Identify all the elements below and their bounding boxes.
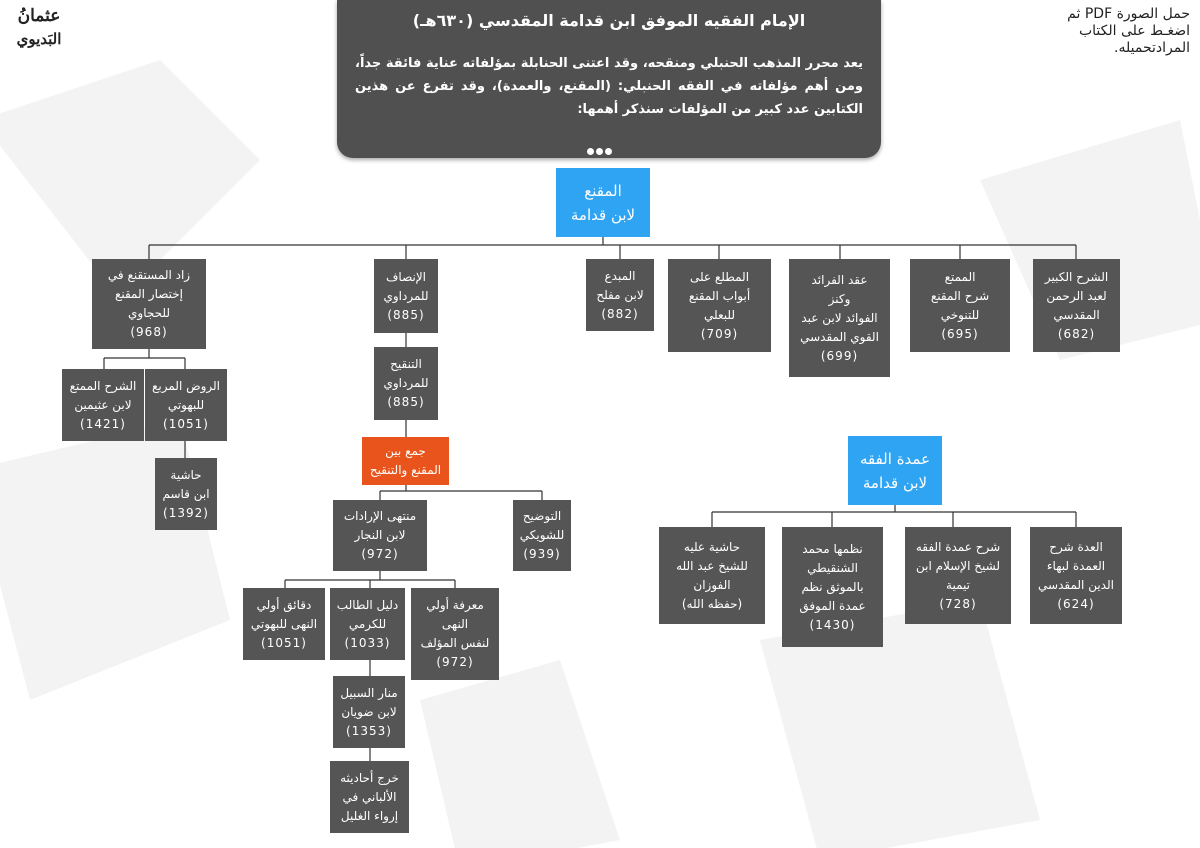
node-year: (624) <box>1057 596 1095 611</box>
book-sharh-ibn-taymiyya[interactable] <box>905 527 1011 624</box>
node-line: نظمها محمد <box>802 541 863 556</box>
book-daqaiq[interactable] <box>243 588 325 660</box>
node-line: الممتع <box>944 269 976 284</box>
node-line: لنفس المؤلف <box>420 636 490 650</box>
node-year: (972) <box>361 547 399 561</box>
node-line: عقد الفرائد <box>811 272 868 287</box>
node-year: (885) <box>387 307 425 322</box>
node-line: العدة شرح <box>1049 539 1103 554</box>
header-title: الإمام الفقيه الموفق ابن قدامة المقدسي (٦٣٠هـ) <box>412 11 806 30</box>
book-mumti[interactable] <box>910 259 1010 352</box>
dot-icon <box>587 148 594 155</box>
book-manar-sabil[interactable] <box>333 676 405 748</box>
book-hashiya-fawzan[interactable] <box>659 527 765 624</box>
node-line: المطلع على <box>689 269 750 284</box>
node-year: (709) <box>700 326 739 341</box>
book-matla[interactable] <box>668 259 771 352</box>
node-line: للكرمي <box>348 616 387 631</box>
node-line: الشرح الممتع <box>69 378 137 393</box>
node-line: شرح عمدة الفقه <box>915 539 1001 554</box>
book-irwa-ghalil[interactable] <box>330 761 409 833</box>
node-line: لشيخ الإسلام ابن <box>916 558 1000 573</box>
node-line: منار السبيل <box>340 685 398 700</box>
book-muntaha[interactable] <box>333 500 427 571</box>
node-line: الروض المربع <box>152 378 221 393</box>
node-line: جمع بين <box>385 444 426 458</box>
book-zad-mustaqni[interactable] <box>92 259 206 349</box>
node-line: منتهى الإرادات <box>343 509 417 523</box>
node-line: عمدة الموفق <box>799 598 866 613</box>
node-year: (1033) <box>344 635 391 650</box>
node-line: الشنقيطي <box>807 560 858 575</box>
node-line: بالموثق نظم <box>801 579 864 594</box>
root-muqni[interactable] <box>556 168 650 237</box>
node-year: (1051) <box>261 635 307 650</box>
node-line: إختصار المقنع <box>114 287 184 301</box>
node-line: النهى للبهوتي <box>250 616 318 631</box>
book-sharh-kabir[interactable] <box>1033 259 1120 352</box>
node-year: (699) <box>820 348 859 363</box>
node-line: الفوزان <box>693 577 731 592</box>
node-line: للبعلي <box>704 307 736 322</box>
book-tawdih[interactable] <box>513 500 571 571</box>
node-line: إرواء الغليل <box>340 808 399 823</box>
node-year: (1392) <box>163 505 209 520</box>
node-line: لابن عثيمين <box>74 397 132 412</box>
node-line: وكنز <box>828 291 851 306</box>
node-year: (939) <box>523 547 561 561</box>
node-line: خرج أحاديثه <box>340 770 399 785</box>
dot-icon <box>605 148 612 155</box>
book-marifat-uli-nuha[interactable] <box>411 588 499 680</box>
logo-line-1: عثمانُ <box>17 6 61 26</box>
node-line: دليل الطالب <box>336 597 399 612</box>
book-nazm-shinqiti[interactable] <box>782 527 883 647</box>
node-title: عمدة الفقه <box>859 449 931 468</box>
author-logo <box>4 4 74 50</box>
node-line: للمرداوي <box>383 376 429 390</box>
book-tanqih[interactable] <box>374 347 438 420</box>
node-line: للشيخ عبد الله <box>676 558 748 573</box>
node-note: (حفظه الله) <box>681 596 743 611</box>
logo-line-2: البَديوي <box>16 30 62 48</box>
node-line: للتنوخي <box>940 307 980 322</box>
node-year: (885) <box>387 395 425 409</box>
dot-icon <box>596 148 603 155</box>
node-line: لابن ضويان <box>341 704 397 719</box>
node-year: (968) <box>130 325 168 339</box>
node-year: (728) <box>939 596 977 611</box>
node-line: لعبد الرحمن <box>1046 288 1107 303</box>
node-line: لابن مفلح <box>596 287 644 302</box>
node-line: لابن النجار <box>354 528 406 542</box>
book-udda[interactable] <box>1030 527 1122 624</box>
node-line: أبواب المقنع <box>688 288 751 303</box>
node-line: النهى <box>441 617 469 631</box>
header-intro: يعد محرر المذهب الحنبلي ومنقحه، وقد اعتنى الحنابلة بمؤلفاته عناية فائقة جداً، ومن أهم مؤلفاته في الفقه الحنبلي: (المقنع، والعمدة)، وقد تفرع عن هذين الكتابين عدد كبير من المؤلفات سنذكر أهمها: <box>355 56 863 117</box>
node-line: حاشية عليه <box>683 539 741 554</box>
node-line: المقدسي <box>1053 307 1100 322</box>
node-author: لابن قدامة <box>570 205 636 224</box>
node-line: الشرح الكبير <box>1044 269 1109 284</box>
node-line: الدين المقدسي <box>1038 577 1114 592</box>
node-line: المقنع والتنقيح <box>369 463 442 477</box>
node-title: المقنع <box>584 181 622 200</box>
node-line: للشويكي <box>519 528 565 542</box>
node-line: للبهوتي <box>167 397 205 412</box>
book-rawd-murbi[interactable] <box>145 369 227 441</box>
node-author: لابن قدامة <box>862 473 928 492</box>
node-line: للحجاوي <box>128 306 170 320</box>
book-hashiya-ibn-qasim[interactable] <box>155 458 217 530</box>
node-line: العمدة لبهاء <box>1046 558 1106 573</box>
node-line: المبدع <box>604 268 636 283</box>
node-line: للمرداوي <box>383 288 429 303</box>
root-umda[interactable] <box>848 436 942 505</box>
book-mubdi[interactable] <box>586 259 654 331</box>
node-line: ابن قاسم <box>162 486 210 501</box>
node-line: تيمية <box>946 577 970 592</box>
node-line: التنقيح <box>390 357 422 371</box>
node-line: حاشية <box>170 467 202 482</box>
node-line: الألباني في <box>342 789 397 804</box>
node-year: (882) <box>601 306 639 321</box>
book-sharh-mumti[interactable] <box>62 369 144 441</box>
book-jam-muqni-tanqih[interactable] <box>362 437 449 485</box>
book-dalil-talib[interactable] <box>330 588 405 660</box>
intro-header <box>337 0 881 158</box>
node-year: (1421) <box>80 416 126 431</box>
node-year: (695) <box>941 326 979 341</box>
book-aqd-faraid[interactable] <box>789 259 890 377</box>
book-insaf[interactable] <box>374 259 438 333</box>
node-line: شرح المقنع <box>930 288 990 303</box>
download-note: حمل الصورة PDF ثم اضغـط على الكتاب المرادتحميله. <box>1067 6 1190 56</box>
node-line: الفوائد لابن عبد <box>801 310 878 325</box>
node-year: (1353) <box>346 723 392 738</box>
node-line: دقائق أولي <box>256 597 312 612</box>
node-line: التوضيح <box>522 509 562 523</box>
node-line: معرفة أولي <box>426 598 484 612</box>
node-year: (1051) <box>163 416 209 431</box>
node-line: القوي المقدسي <box>800 329 879 344</box>
node-line: زاد المستقنع في <box>107 268 191 282</box>
node-year: (972) <box>436 655 474 669</box>
node-year: (1430) <box>809 617 856 632</box>
node-year: (682) <box>1057 326 1096 341</box>
node-line: الإنصاف <box>385 269 427 284</box>
